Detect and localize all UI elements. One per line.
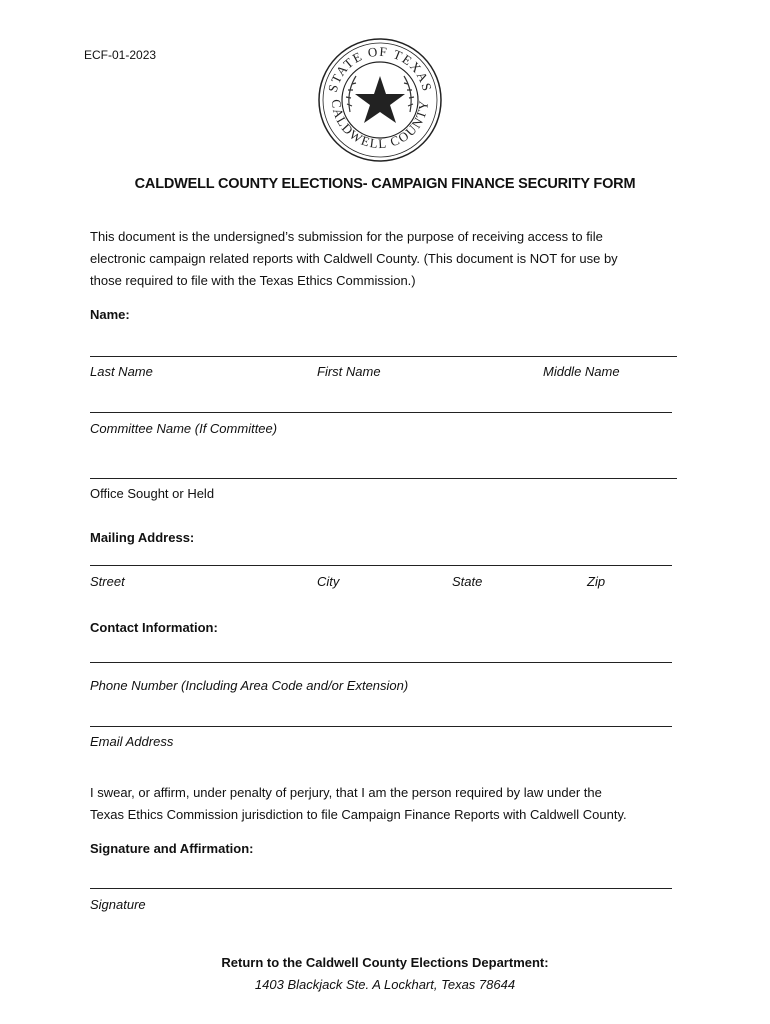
name-field-line[interactable] (90, 356, 677, 357)
email-label: Email Address (90, 734, 174, 749)
middle-name-label: Middle Name (543, 364, 620, 379)
seal-bottom-text: CALDWELL COUNTY (328, 98, 432, 152)
page-title: CALDWELL COUNTY ELECTIONS- CAMPAIGN FINANCE SECURITY FORM (134, 176, 636, 192)
signature-field-line[interactable] (90, 888, 672, 889)
seal-star-icon (355, 76, 405, 123)
name-heading: Name: (90, 307, 130, 322)
state-label: State (452, 574, 483, 589)
last-name-label: Last Name (90, 364, 153, 379)
form-code: ECF-01-2023 (84, 48, 157, 62)
phone-label: Phone Number (Including Area Code and/or Extension) (90, 678, 409, 693)
contact-heading: Contact Information: (90, 620, 218, 635)
intro-line: This document is the undersigned’s submission for the purpose of receiving access to file (90, 229, 603, 244)
intro-paragraph (90, 226, 680, 292)
county-seal (316, 36, 444, 164)
oath-paragraph (90, 782, 690, 826)
oath-line: Texas Ethics Commission jurisdiction to file Campaign Finance Reports with Caldwell County. (90, 807, 627, 822)
zip-label: Zip (587, 574, 606, 589)
seal-top-text: STATE OF TEXAS (324, 43, 436, 94)
phone-field-line[interactable] (90, 662, 672, 663)
intro-line: those required to file with the Texas Ethics Commission.) (90, 273, 416, 288)
city-label: City (317, 574, 340, 589)
signature-label: Signature (90, 897, 146, 912)
oath-line: I swear, or affirm, under penalty of perjury, that I am the person required by law under the (90, 785, 602, 800)
return-address: 1403 Blackjack Ste. A Lockhart, Texas 78644 (254, 977, 516, 992)
return-instruction: Return to the Caldwell County Elections Department: (221, 955, 549, 970)
first-name-label: First Name (317, 364, 381, 379)
signature-heading: Signature and Affirmation: (90, 841, 254, 856)
email-field-line[interactable] (90, 726, 672, 727)
address-field-line[interactable] (90, 565, 672, 566)
intro-line: electronic campaign related reports with Caldwell County. (This document is NOT for use by (90, 251, 618, 266)
committee-field-line[interactable] (90, 412, 672, 413)
street-label: Street (90, 574, 125, 589)
mailing-heading: Mailing Address: (90, 530, 195, 545)
committee-label: Committee Name (If Committee) (90, 421, 278, 436)
office-label: Office Sought or Held (90, 486, 215, 501)
office-field-line[interactable] (90, 478, 677, 479)
